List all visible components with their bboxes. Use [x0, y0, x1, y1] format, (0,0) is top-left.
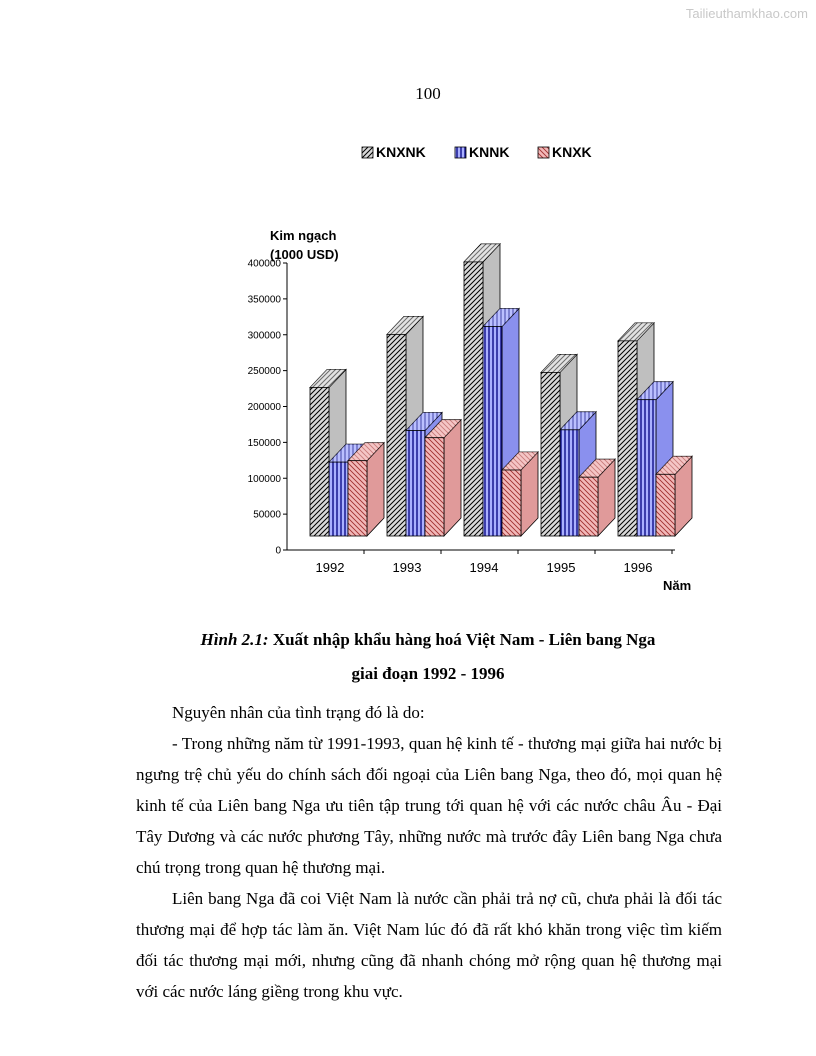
y-tick-label: 0 — [275, 545, 281, 557]
bar-knxk-1996 — [656, 456, 692, 536]
x-tick-label: 1992 — [315, 560, 345, 575]
figure-label: Hình 2.1: — [200, 630, 269, 649]
y-axis-label-line: Kim ngạch — [270, 228, 337, 243]
x-tick-label: 1995 — [546, 560, 576, 575]
y-tick-label: 250000 — [247, 366, 281, 378]
x-tick-label: 1994 — [469, 560, 499, 575]
legend-label-knnk: KNNK — [469, 144, 510, 160]
paragraph: - Trong những năm từ 1991-1993, quan hệ kinh tế - thương mại giữa hai nước bị ngưng trệ chủ yếu do chính sách đối ngoại của Liên bang Nga, theo đó, mọi quan hệ kinh tế của Liên bang Nga ưu tiên tập trung tới quan hệ với các nước châu Âu - Đại Tây Dương và các nước phương Tây, những nước mà trước đây Liên bang Nga chưa chú trọng trong quan hệ thương mại. — [136, 734, 722, 877]
watermark: Tailieuthamkhao.com — [685, 6, 808, 21]
figure-title: Xuất nhập khẩu hàng hoá Việt Nam - Liên bang Nga — [272, 630, 656, 649]
y-tick-label: 100000 — [247, 473, 281, 485]
x-axis-label: Năm — [663, 578, 692, 593]
figure-caption-line1 — [0, 630, 816, 650]
legend-label-knxnk: KNXNK — [376, 144, 426, 160]
y-tick-label: 300000 — [247, 330, 281, 342]
body-text — [136, 697, 722, 1007]
legend-label-knxk: KNXK — [552, 144, 592, 160]
y-tick-label: 50000 — [253, 509, 281, 521]
y-axis-label-line: (1000 USD) — [270, 247, 339, 262]
y-tick-label: 400000 — [247, 258, 281, 270]
y-tick-label: 200000 — [247, 402, 281, 413]
paragraph: Nguyên nhân của tình trạng đó là do: — [172, 703, 425, 722]
bar-knxk-1992 — [348, 443, 384, 536]
legend-swatch-knnk — [455, 147, 466, 158]
paragraph: Liên bang Nga đã coi Việt Nam là nước cần phải trả nợ cũ, chưa phải là đối tác thương mại để hợp tác làm ăn. Việt Nam lúc đó đã rất khó khăn trong việc tìm kiếm đối tác thương mại mới, nhưng cũng đã nhanh chóng mở rộng quan hệ thương mại với các nước láng giềng trong khu vực. — [136, 889, 722, 1001]
legend-swatch-knxnk — [362, 147, 373, 158]
y-tick-label: 150000 — [247, 437, 281, 449]
legend-swatch-knxk — [538, 147, 549, 158]
figure-caption-line2: giai đoạn 1992 - 1996 — [351, 664, 505, 683]
chart-legend — [362, 144, 592, 160]
x-tick-label: 1993 — [392, 560, 422, 575]
bar-knxk-1993 — [425, 420, 461, 536]
bar-knxk-1994 — [502, 452, 538, 536]
x-tick-label: 1996 — [623, 560, 653, 575]
page-number: 100 — [415, 84, 441, 103]
y-tick-label: 350000 — [247, 294, 281, 306]
